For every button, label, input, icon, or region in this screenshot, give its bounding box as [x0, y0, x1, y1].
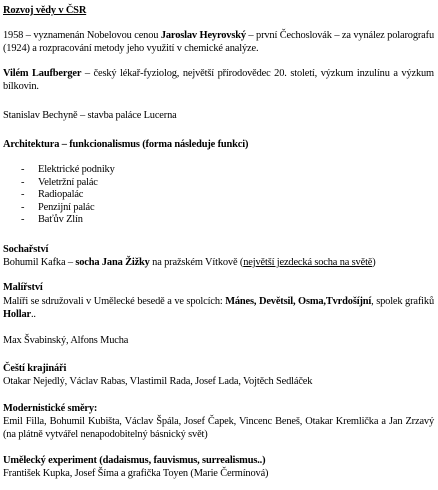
- list-item: - Radiopalác: [21, 189, 84, 200]
- paragraph-text: – první Čechoslovák – za vynález polarografu (1924) a rozpracování metody jeho využití v chemické analýze.: [3, 30, 434, 54]
- paragraph-kafka: Bohumil Kafka – socha Jana Žižky na pražském Vítkově (největší jezdecká socha na světě): [3, 257, 376, 268]
- heading-sculpture: Sochařství: [3, 244, 49, 255]
- list-item: - Penzijní palác: [21, 201, 95, 213]
- heading-painting: Malířství: [3, 282, 43, 293]
- modernist-names: Emil Filla, Bohumil Kubišta, Václav Špála, Josef Čapek, Vincenc Beneš, Otakar Kremlička a Jan Zrzavý (na plátně vytvářel nenapodobitelný básnický svět): [3, 416, 434, 440]
- list-item: - Veletržní palác: [21, 176, 98, 188]
- paragraph-bechyne: Stanislav Bechyně – stavba paláce Lucerna: [3, 110, 177, 121]
- paragraph-heyrovsky: [3, 30, 434, 55]
- heading-landscape: Čeští krajináři: [3, 363, 67, 374]
- experiment-names: František Kupka, Josef Šíma a grafička Toyen (Marie Čermínová): [3, 468, 269, 479]
- paragraph-laufberger: [3, 68, 434, 93]
- landscape-names: Otakar Nejedlý, Václav Rabas, Vlastimil Rada, Josef Lada, Vojtěch Sedláček: [3, 376, 313, 387]
- doc-title: Rozvoj vědy v ČSR: [3, 5, 87, 16]
- paragraph-painters: Malíři se sdružovali v Umělecké besedě a ve spolcích: Mánes, Devětsil, Osma,Tvrdošíjní, spolek grafiků Hollar..: [3, 296, 435, 320]
- painter-names: Max Švabinský, Alfons Mucha: [3, 335, 129, 346]
- heading-architecture: Architektura – funkcionalismus (forma následuje funkci): [3, 139, 249, 150]
- heading-experiment: Umělecký experiment (dadaismus, fauvismus, surrealismus..): [3, 455, 266, 466]
- list-item: - Elektrické podniky: [21, 164, 115, 175]
- paragraph-text: 1958 – vyznamenán Nobelovou cenou: [3, 30, 161, 41]
- list-item: - Baťův Zlín: [21, 214, 83, 225]
- heading-modernist: Modernistické směry:: [3, 403, 98, 414]
- paragraph-text: – český lékař-fyziolog, největší přírodovědec 20. století, výzkum inzulínu a výzkum bílkovin.: [3, 68, 434, 92]
- person-name: Vilém Laufberger: [3, 68, 82, 79]
- architecture-list: [21, 164, 434, 227]
- person-name: Jaroslav Heyrovský: [160, 30, 246, 41]
